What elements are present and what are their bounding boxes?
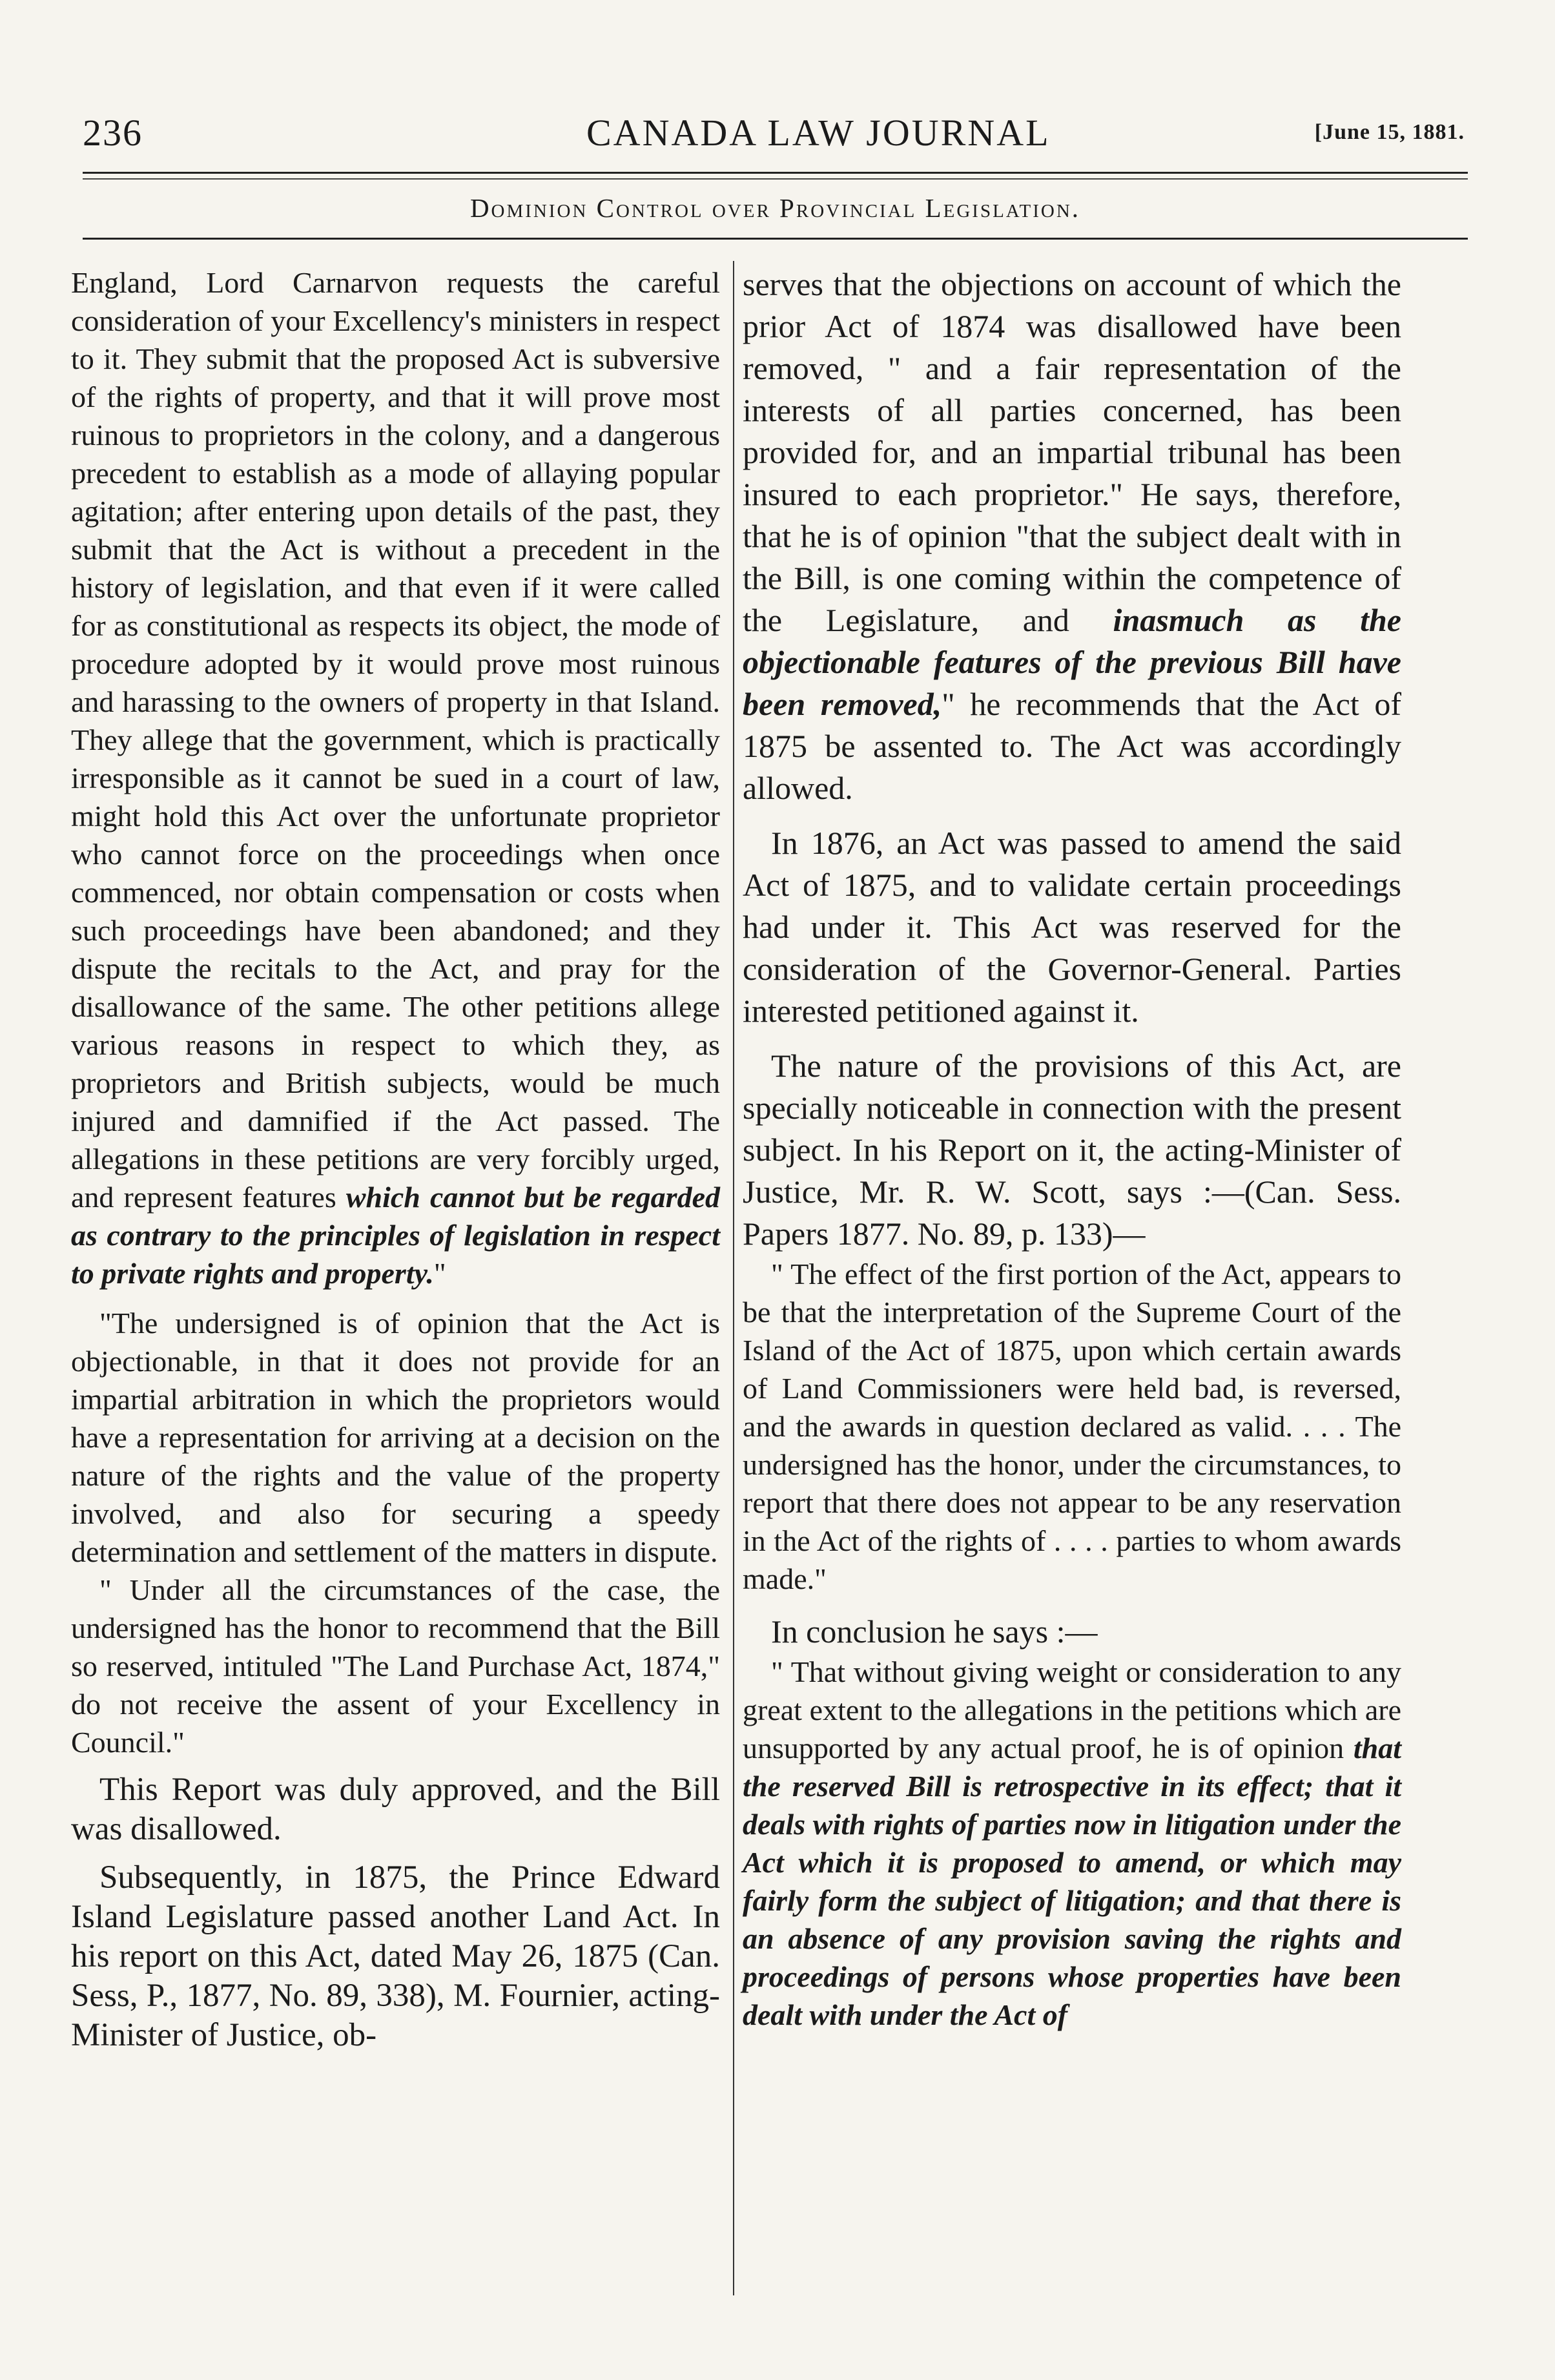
right-paragraph-1-italic: inasmuch as the objectionable features of the previous Bill have been removed, xyxy=(743,602,1401,722)
left-paragraph-1-text: England, Lord Carnarvon requests the careful consideration of your Excellency's ministers in respect to it. They submit that the proposed Act is subversive of the rights of property, and that it will prove most ruinous to proprietors in the colony, and a dangerous precedent to establish as a mode of allaying popular agitation; after entering upon details of the past, they submit that the Act is without a precedent in the history of legislation, and that even if it were called for as constitutional as respects its object, the mode of procedure adopted by it would prove most ruinous and harassing to the owners of property in that Island. They allege that the government, which is practically irresponsible as it cannot be sued in a court of law, might hold this Act over the unfortunate proprietor who cannot force on the proceedings when once commenced, nor obtain compensation or costs when such proceedings have been abandoned; and they dispute the recitals to the Act, and pray for the disallowance of the same. The other petitions allege various reasons in respect to which they, as proprietors and British subjects, would be much injured and damnified if the Act passed. The allegations in these petitions are very forcibly urged, and represent features xyxy=(71,266,720,1214)
right-paragraph-6-italic: that the reserved Bill is retrospective in its effect; that it deals with rights of parties now in litigation under the Act which it is proposed to amend, or which may fairly form the subject of litigation; and that there is an absence of any provision saving the rights and proceedings of persons whose properties have been dealt with under the Act of xyxy=(743,1732,1401,2031)
left-paragraph-4: This Report was duly approved, and the Bill was disallowed. xyxy=(71,1772,720,1847)
left-paragraph-3: " Under all the circumstances of the case, the undersigned has the honor to recommend that the Bill so reserved, intituled "The Land Purchase Act, 1874," do not receive the assent of your Excellency in Council." xyxy=(71,1573,720,1759)
section-heading: Dominion Control over Provincial Legislation. xyxy=(469,193,1081,223)
right-paragraph-4: " The effect of the first portion of the Act, appears to be that the interpretation of the Supreme Court of the Island of the Act of 1875, upon which certain awards of Land Commissioners were held bad, is reversed, and the awards in question declared as valid. . . . The undersigned has the honor, under the circumstances, to report that there does not appear to be any reservation in the Act of the rights of . . . . parties to whom awards made." xyxy=(743,1257,1401,1595)
left-column xyxy=(71,264,720,2055)
left-paragraph-1-close: " xyxy=(433,1257,446,1290)
right-paragraph-2: In 1876, an Act was passed to amend the said Act of 1875, and to validate certain proceedings had under it. This Act was reserved for the consideration of the Governor-General. Parties interested petitioned against it. xyxy=(743,825,1401,1029)
left-paragraph-1-italic: which cannot but be regarded as contrary to the principles of legislation in respect to private rights and property. xyxy=(71,1181,721,1290)
header-rule-top xyxy=(83,172,1468,174)
left-paragraph-1 xyxy=(71,264,720,1292)
column-divider xyxy=(733,261,734,2295)
header-rule-bottom xyxy=(83,178,1468,180)
journal-title: CANADA LAW JOURNAL xyxy=(586,112,1051,154)
right-paragraph-5: In conclusion he says :— xyxy=(771,1613,1098,1650)
right-paragraph-1 xyxy=(743,264,1401,809)
right-paragraph-3: The nature of the provisions of this Act, are specially noticeable in connection with the present subject. In his Report on it, the acting-Minister of Justice, Mr. R. W. Scott, says :—(Can. Sess. Papers 1877. No. 89, p. 133)— xyxy=(743,1048,1401,1252)
right-column xyxy=(743,264,1401,2034)
right-paragraph-6 xyxy=(743,1653,1401,2034)
running-head xyxy=(83,111,1465,156)
right-paragraph-6-text: " That without giving weight or consideration to any great extent to the allegations in the petitions which are unsupported by any actual proof, he is of opinion xyxy=(743,1655,1401,1764)
section-rule xyxy=(83,238,1468,240)
right-paragraph-1-end: " he recommends that the Act of 1875 be assented to. The Act was accordingly allowed. xyxy=(743,686,1401,806)
left-paragraph-2: "The undersigned is of opinion that the Act is objectionable, in that it does not provide for an impartial arbitration in which the proprietors would have a representation for arriving at a decision on the nature of the rights and the value of the property involved, and also for securing a speedy determination and settlement of the matters in dispute. xyxy=(71,1307,720,1568)
left-paragraph-5: Subsequently, in 1875, the Prince Edward Island Legislature passed another Land Act. In his report on this Act, dated May 26, 1875 (Can. Sess, P., 1877, No. 89, 338), M. Fournier, acting-Minister of Justice, ob- xyxy=(71,1859,720,2053)
page-number: 236 xyxy=(83,112,143,154)
right-paragraph-1-text: serves that the objections on account of which the prior Act of 1874 was disallowed have been removed, " and a fair representation of the interests of all parties concerned, has been provided for, and an impartial tribunal has been insured to each proprietor." He says, therefore, that he is of opinion "that the subject dealt with in the Bill, is one coming within the competence of the Legislature, and xyxy=(743,266,1401,638)
issue-date: [June 15, 1881. xyxy=(1314,120,1465,144)
